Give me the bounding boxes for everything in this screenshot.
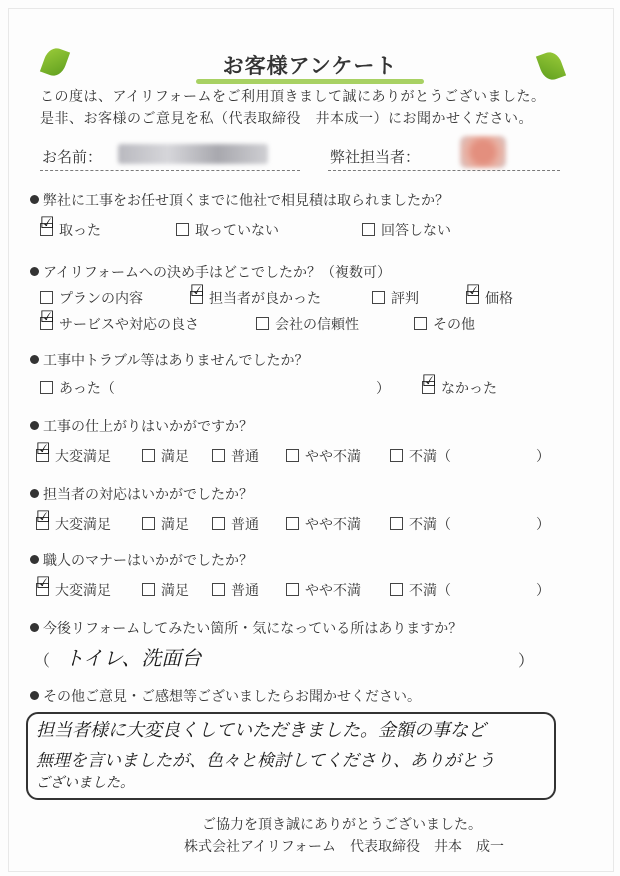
checkbox-icon[interactable]	[466, 281, 481, 304]
staff-redacted	[460, 136, 506, 168]
q4-option-somewhat-dissatisfied[interactable]: やや不満	[286, 446, 361, 466]
page-title: お客様アンケート	[222, 54, 398, 78]
q1-option-no-answer[interactable]: 回答しない	[362, 220, 451, 240]
question-3	[30, 350, 308, 370]
check-mark-icon: ☑	[36, 507, 51, 526]
q4-option-neutral[interactable]: 普通	[212, 446, 259, 466]
check-mark-icon: ☑	[466, 281, 481, 300]
bullet-icon	[30, 421, 39, 430]
q6-option-somewhat-dissatisfied[interactable]: やや不満	[286, 580, 361, 600]
q4-option-satisfied[interactable]: 満足	[142, 446, 189, 466]
q2-option-service[interactable]: ☑ サービスや対応の良さ	[40, 307, 199, 333]
q2-option-staff[interactable]: ☑ 担当者が良かった	[190, 281, 321, 307]
checkbox-icon[interactable]	[256, 317, 269, 330]
staff-underline	[328, 170, 560, 171]
q4-option-very-satisfied[interactable]: ☑ 大変満足	[36, 439, 111, 465]
footer-thanks: ご協力を頂き誠にありがとうございました。	[202, 817, 482, 833]
checkbox-icon[interactable]	[390, 583, 403, 596]
name-underline	[40, 170, 300, 171]
intro-line-2: 是非、お客様のご意見を私（代表取締役 井本成一）にお聞かせください。	[40, 111, 533, 127]
question-7	[30, 618, 462, 638]
question-7-text: 今後リフォームしてみたい箇所・気になっている所はありますか？	[43, 621, 463, 637]
footer-signature: 株式会社アイリフォーム 代表取締役 井本 成一	[184, 839, 505, 855]
question-5-text: 担当者の対応はいかがでしたか？	[43, 487, 253, 503]
q6-option-very-satisfied[interactable]: ☑ 大変満足	[36, 573, 111, 599]
q6-option-dissatisfied[interactable]: 不満（	[390, 580, 451, 600]
q5-option-satisfied[interactable]: 満足	[142, 514, 189, 534]
check-mark-icon: ☑	[36, 573, 51, 592]
checkbox-icon[interactable]	[36, 439, 51, 462]
checkbox-icon[interactable]	[142, 517, 155, 530]
checkbox-icon[interactable]	[390, 517, 403, 530]
q8-handwritten-line-1: 担当者様に大変良くしていただきました。金額の事など	[36, 720, 486, 741]
q6-option-neutral[interactable]: 普通	[212, 580, 259, 600]
q5-option-very-satisfied[interactable]: ☑ 大変満足	[36, 507, 111, 533]
bullet-icon	[30, 267, 39, 276]
checkbox-icon[interactable]	[190, 281, 205, 304]
checkbox-icon[interactable]	[286, 449, 299, 462]
q2-option-reliability[interactable]: 会社の信頼性	[256, 314, 359, 334]
q2-option-plan[interactable]: プランの内容	[40, 288, 143, 308]
question-8-text: その他ご意見・ご感想等ございましたらお聞かせください。	[43, 689, 421, 705]
q1-option-not-taken[interactable]: 取っていない	[176, 220, 279, 240]
q2-option-reputation[interactable]: 評判	[372, 288, 419, 308]
check-mark-icon: ☑	[40, 213, 55, 232]
q3-option-no[interactable]: ☑ なかった	[422, 371, 497, 397]
checkbox-icon[interactable]	[40, 381, 53, 394]
checkbox-icon[interactable]	[212, 517, 225, 530]
check-mark-icon: ☑	[190, 281, 205, 300]
bullet-icon	[30, 489, 39, 498]
question-3-text: 工事中トラブル等はありませんでしたか？	[43, 353, 309, 369]
q5-option-neutral[interactable]: 普通	[212, 514, 259, 534]
question-4-text: 工事の仕上がりはいかがですか？	[43, 419, 253, 435]
bullet-icon	[30, 195, 39, 204]
checkbox-icon[interactable]	[142, 583, 155, 596]
q5-option-somewhat-dissatisfied[interactable]: やや不満	[286, 514, 361, 534]
check-mark-icon: ☑	[422, 371, 437, 390]
checkbox-icon[interactable]	[286, 517, 299, 530]
check-mark-icon: ☑	[40, 307, 55, 326]
q8-handwritten-line-2: 無理を言いましたが、色々と検討してくださり、ありがとう	[36, 751, 495, 771]
checkbox-icon[interactable]	[212, 583, 225, 596]
question-4	[30, 416, 253, 436]
q2-option-other[interactable]: その他	[414, 314, 475, 334]
q4-close-paren: ）	[536, 449, 550, 465]
checkbox-icon[interactable]	[36, 573, 51, 596]
q1-option-taken[interactable]: ☑ 取った	[40, 213, 101, 239]
q6-option-satisfied[interactable]: 満足	[142, 580, 189, 600]
q5-close-paren: ）	[536, 517, 550, 533]
checkbox-icon[interactable]	[422, 371, 437, 394]
checkbox-icon[interactable]	[142, 449, 155, 462]
checkbox-icon[interactable]	[362, 223, 375, 236]
name-redacted	[118, 144, 268, 164]
checkbox-icon[interactable]	[40, 291, 53, 304]
intro-line-1: この度は、アイリフォームをご利用頂きまして誠にありがとうございました。	[40, 89, 546, 105]
checkbox-icon[interactable]	[286, 583, 299, 596]
bullet-icon	[30, 623, 39, 632]
question-1	[30, 190, 449, 210]
checkbox-icon[interactable]	[176, 223, 189, 236]
question-6-text: 職人のマナーはいかがでしたか？	[43, 553, 253, 569]
q5-option-dissatisfied[interactable]: 不満（	[390, 514, 451, 534]
checkbox-icon[interactable]	[40, 307, 55, 330]
q3-close-paren: ）	[376, 381, 390, 397]
checkbox-icon[interactable]	[390, 449, 403, 462]
question-6	[30, 550, 253, 570]
q3-option-yes[interactable]: あった（	[40, 378, 115, 398]
q7-handwritten-answer[interactable]: トイレ、洗面台	[64, 646, 202, 670]
question-2	[30, 262, 391, 282]
q4-option-dissatisfied[interactable]: 不満（	[390, 446, 451, 466]
checkbox-icon[interactable]	[414, 317, 427, 330]
question-1-text: 弊社に工事をお任せ頂くまでに他社で相見積は取られましたか？	[43, 193, 449, 209]
q8-handwritten-line-3: ございました。	[36, 775, 134, 791]
name-label: お名前：	[42, 148, 103, 166]
bullet-icon	[30, 555, 39, 564]
question-5	[30, 484, 253, 504]
check-mark-icon: ☑	[36, 439, 51, 458]
q2-option-price[interactable]: ☑ 価格	[466, 281, 513, 307]
question-8	[30, 686, 421, 706]
checkbox-icon[interactable]	[372, 291, 385, 304]
bullet-icon	[30, 691, 39, 700]
staff-label: 弊社担当者：	[330, 148, 421, 166]
checkbox-icon[interactable]	[40, 213, 55, 236]
q7-open-paren: （	[34, 651, 51, 670]
checkbox-icon[interactable]	[212, 449, 225, 462]
q6-close-paren: ）	[536, 583, 550, 599]
checkbox-icon[interactable]	[36, 507, 51, 530]
bullet-icon	[30, 355, 39, 364]
question-2-text: アイリフォームへの決め手はどこでしたか？（複数可）	[43, 265, 392, 281]
q7-close-paren: ）	[518, 651, 535, 670]
